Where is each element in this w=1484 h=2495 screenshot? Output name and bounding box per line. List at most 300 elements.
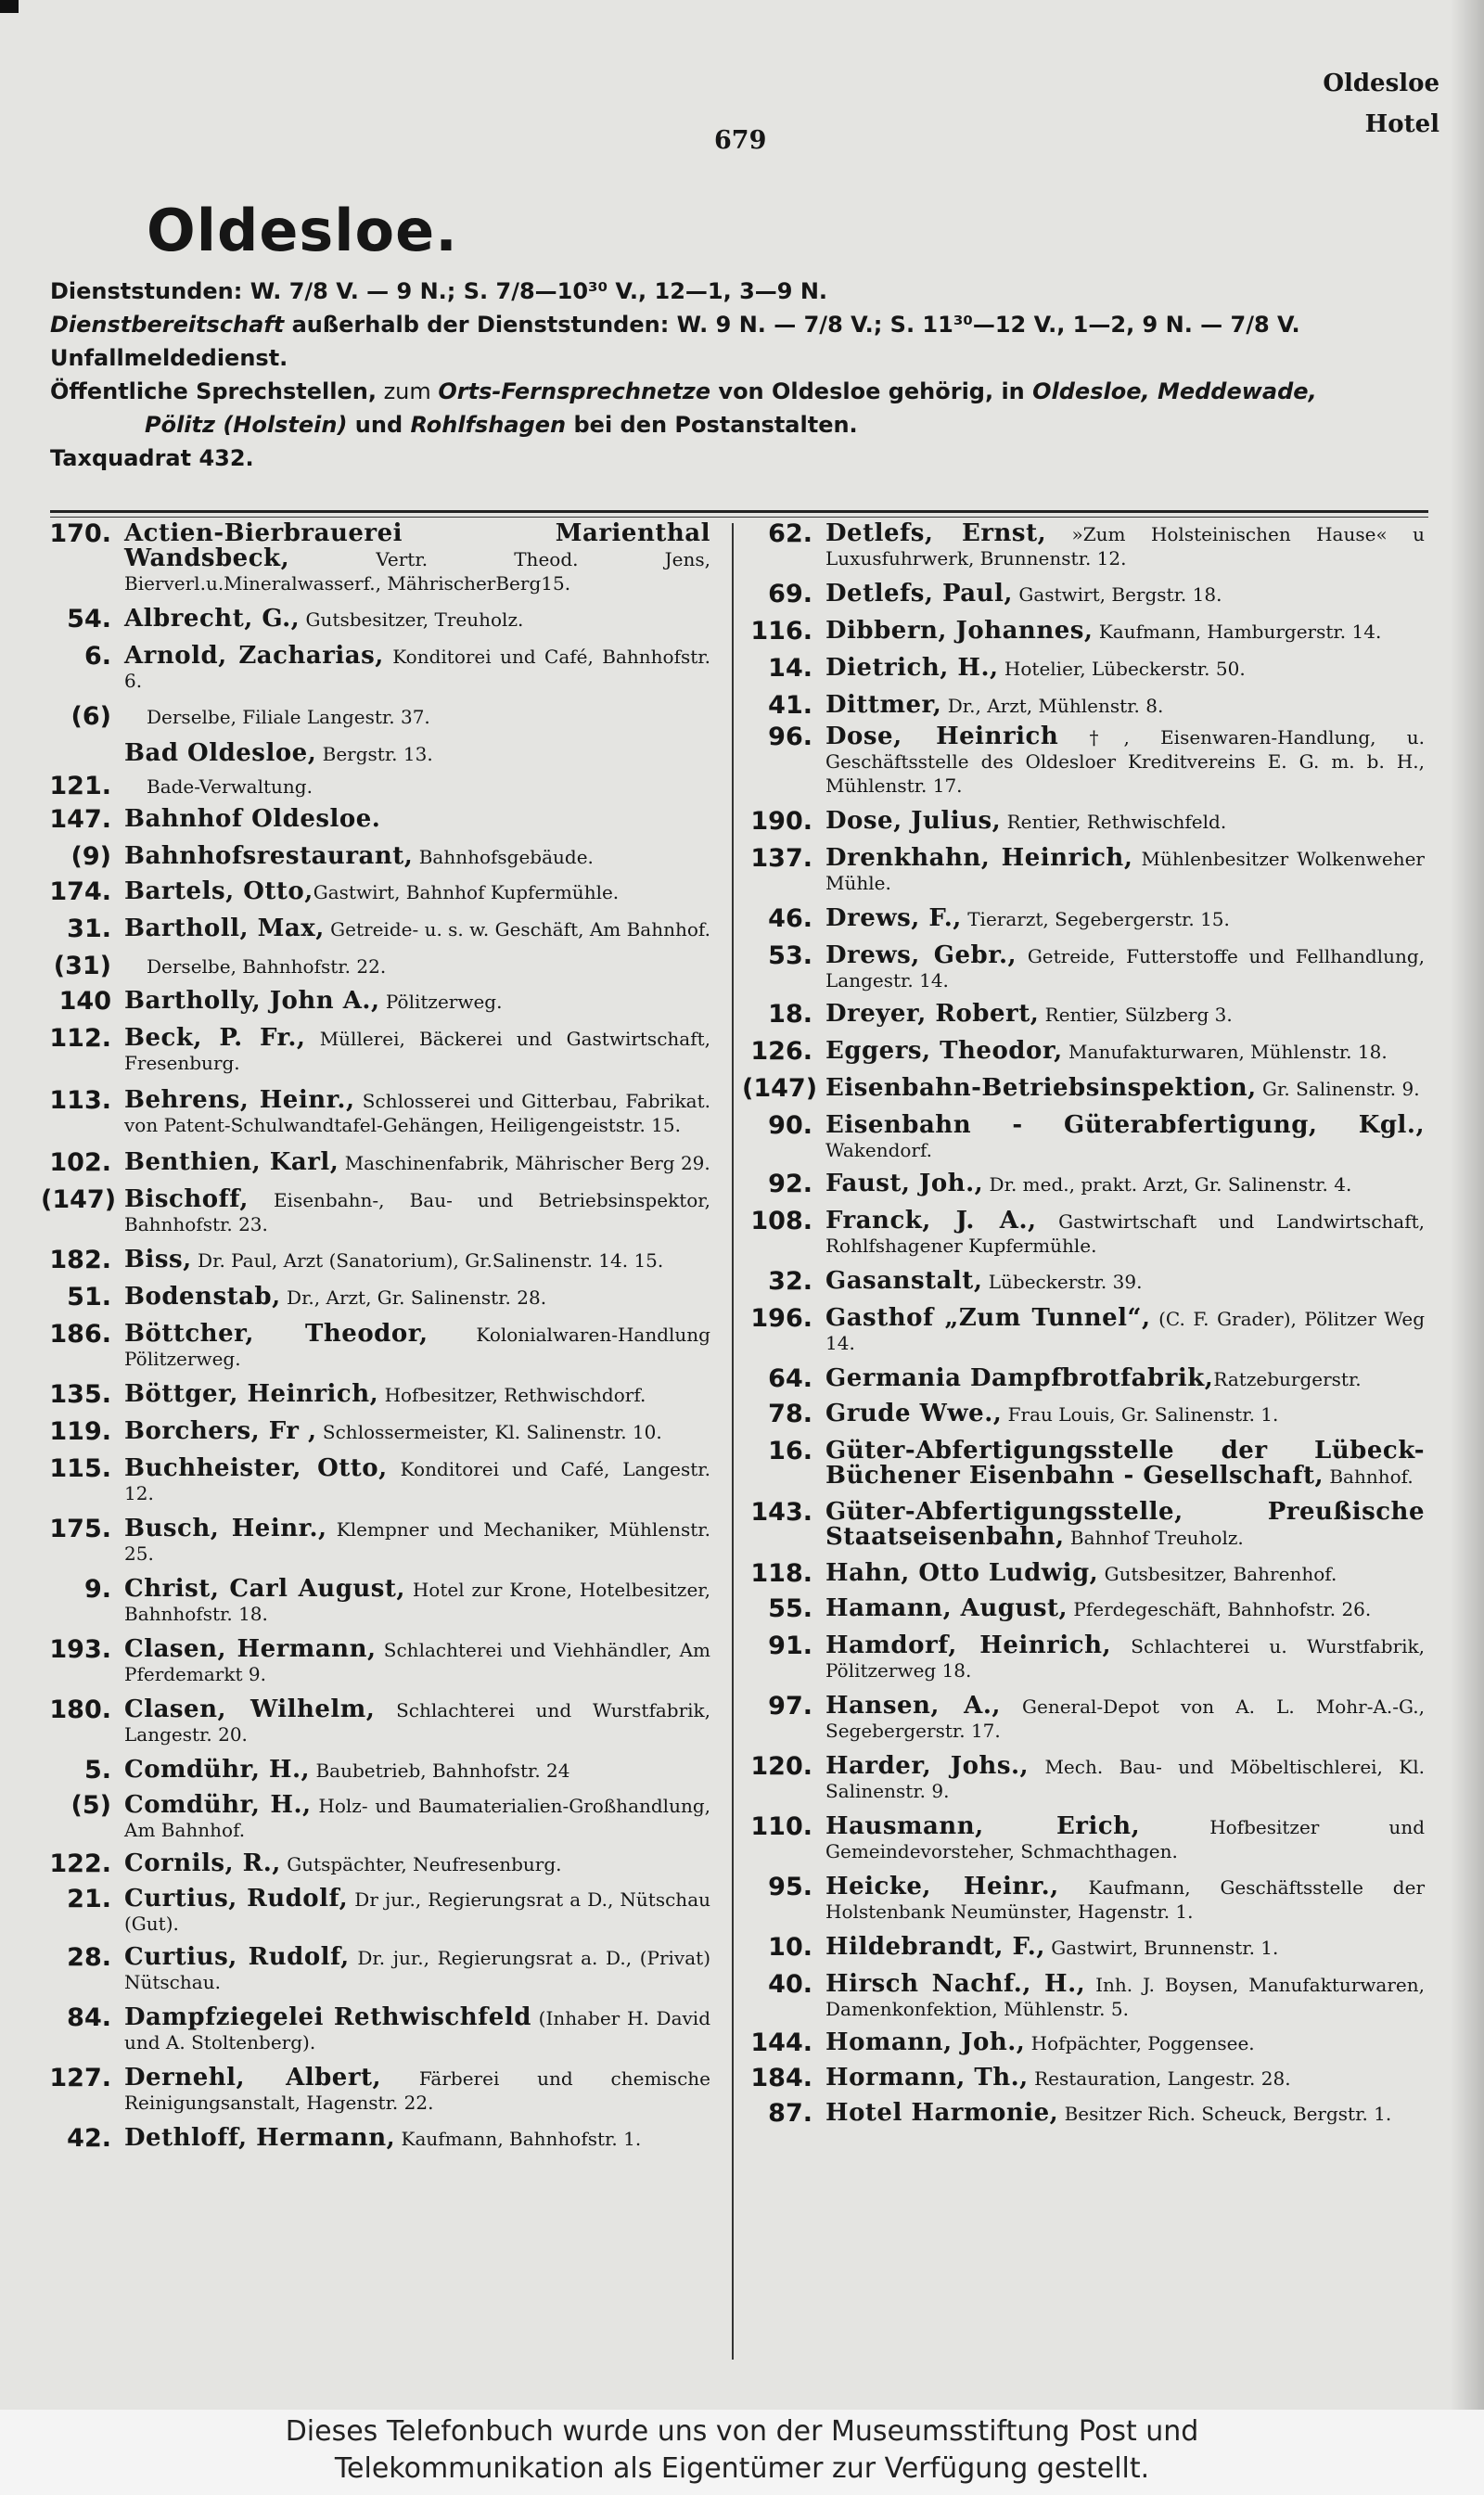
directory-entry	[742, 809, 1425, 835]
subscriber-name: Eisenbahn-Betriebsinspektion,	[825, 1074, 1257, 1102]
subscriber-name: Detlefs, Ernst,	[825, 519, 1047, 547]
standby-text: außerhalb der Dienststunden: W. 9 N. — 7/8 V.; S. 11³⁰—12 V., 1—2, 9 N. — 7/8 V.	[284, 312, 1300, 338]
service-hours-text: : W. 7/8 V. — 9 N.; S. 7/8—10³⁰ V., 12—1, 3—9 N.	[233, 278, 828, 304]
phone-number: 92.	[768, 1170, 812, 1198]
subscriber-details: Derselbe, Bahnhofstr. 22.	[147, 955, 387, 978]
entry-text	[124, 1088, 710, 1137]
directory-entry	[742, 1874, 1425, 1924]
subscriber-details: Baubetrieb, Bahnhofstr. 24	[310, 1759, 570, 1782]
phone-number: 143.	[750, 1498, 812, 1527]
directory-entry	[742, 656, 1425, 682]
subscriber-name: Drenkhahn, Heinrich,	[825, 844, 1133, 872]
subscriber-name: Hahn, Otto Ludwig,	[825, 1559, 1099, 1587]
phone-number: 180.	[49, 1695, 111, 1724]
directory-entry	[41, 1887, 710, 1936]
directory-entry	[41, 644, 710, 693]
subscriber-name: Curtius, Rudolf,	[124, 1943, 350, 1971]
subscriber-details: Mühlenbesitzer Wolkenweher Mühle.	[825, 848, 1425, 894]
phone-number: (6)	[70, 702, 111, 731]
subscriber-details: Schlosserei und Gitterbau, Fabrikat. von Patent-Schulwandtafel-Gehängen, Heiligengeiststr. 15.	[124, 1090, 711, 1136]
public-stations-label: Öffentliche Sprechstellen,	[50, 378, 377, 404]
entry-text	[825, 1076, 1425, 1102]
standby-hours	[50, 308, 1441, 341]
subscriber-name: Hormann, Th.,	[825, 2064, 1029, 2092]
footer-line-1: Dieses Telefonbuch wurde uns von der Museumsstiftung Post und	[285, 2415, 1199, 2448]
subscriber-details: Schlachterei und Wurstfabrik, Langestr. 20.	[124, 1699, 710, 1746]
entry-text	[825, 1269, 1425, 1295]
directory-entry	[742, 1500, 1425, 1550]
directory-entry	[41, 741, 710, 766]
subscriber-name: Dernehl, Albert,	[124, 2064, 382, 2092]
subscriber-name: Arnold, Zacharias,	[124, 642, 384, 670]
public-stations-t1: zum	[376, 378, 439, 404]
subscriber-name: Grude Wwe.,	[825, 1400, 1003, 1427]
phone-number: 40.	[768, 1970, 812, 1999]
subscriber-name: Bartels, Otto,	[124, 877, 313, 905]
public-stations-i3: Pölitz (Holstein)	[145, 412, 348, 438]
entry-text	[825, 619, 1425, 645]
entry-text	[825, 1401, 1425, 1427]
entry-text	[124, 1577, 710, 1626]
subscriber-name: Bartholly, John A.,	[124, 987, 380, 1015]
entry-text	[825, 2101, 1425, 2127]
directory-entry	[41, 607, 710, 633]
subscriber-details: Dr jur., Regierungsrat a D., Nütschau (Gut).	[124, 1888, 710, 1935]
subscriber-name: Dietrich, H.,	[825, 654, 999, 682]
subscriber-details: Bergstr. 13.	[316, 743, 433, 765]
directory-entry	[742, 1076, 1425, 1102]
entry-text	[825, 1002, 1425, 1028]
directory-entry	[742, 1039, 1425, 1065]
subscriber-details: Maschinenfabrik, Mährischer Berg 29.	[339, 1152, 710, 1174]
subscriber-name: Bartholl, Max,	[124, 915, 325, 942]
entry-text	[124, 607, 710, 633]
phone-number: 64.	[768, 1364, 812, 1393]
subscriber-name: Heicke, Heinr.,	[825, 1873, 1059, 1900]
subscriber-details: Gutsbesitzer, Bahrenhof.	[1098, 1563, 1337, 1585]
subscriber-details: Gutspächter, Neufresenburg.	[280, 1853, 562, 1875]
entry-text	[825, 1694, 1425, 1743]
subscriber-details: Gastwirt, Brunnenstr. 1.	[1044, 1937, 1279, 1959]
phone-number: (9)	[70, 842, 111, 871]
directory-entry	[742, 906, 1425, 932]
subscriber-details: Kaufmann, Geschäftsstelle der Holstenbank Neumünster, Hagenstr. 1.	[825, 1876, 1425, 1923]
phone-number: 118.	[750, 1559, 812, 1588]
phone-number: 16.	[768, 1437, 812, 1465]
phone-number: 28.	[67, 1943, 111, 1972]
entry-text	[124, 844, 710, 870]
entry-text	[124, 879, 710, 905]
phone-number: (31)	[53, 952, 111, 980]
subscriber-details: Eisenbahn-, Bau- und Betriebsinspektor, Bahnhofstr. 23.	[124, 1189, 710, 1235]
public-stations-i4: Rohlfshagen	[410, 412, 567, 438]
directory-entry	[41, 1516, 710, 1566]
entry-text	[124, 1456, 710, 1505]
entry-text	[124, 953, 710, 979]
entry-text	[825, 1814, 1425, 1863]
subscriber-details: Schlachterei u. Wurstfabrik, Pölitzerweg 18.	[825, 1635, 1425, 1682]
standby-label: Dienstbereitschaft	[50, 312, 285, 338]
entry-text	[124, 1026, 710, 1075]
page-title: Oldesloe.	[147, 197, 458, 264]
entry-text	[825, 1500, 1425, 1550]
phone-number: 186.	[49, 1320, 111, 1349]
entry-text	[825, 1874, 1425, 1924]
directory-entry	[742, 1694, 1425, 1743]
subscriber-name: Dethloff, Hermann,	[124, 2124, 396, 2152]
phone-number: 113.	[49, 1086, 111, 1115]
directory-entry	[742, 619, 1425, 645]
subscriber-name: Behrens, Heinr.,	[124, 1086, 355, 1114]
directory-entry	[742, 2030, 1425, 2056]
phone-number: 55.	[768, 1594, 812, 1623]
directory-entry	[742, 1754, 1425, 1803]
phone-number: (147)	[41, 1185, 117, 1214]
entry-text	[124, 774, 710, 800]
phone-number: 175.	[49, 1515, 111, 1543]
directory-entry	[41, 1758, 710, 1784]
subscriber-details: Restauration, Langestr. 28.	[1028, 2067, 1291, 2090]
entry-text	[825, 582, 1425, 608]
entry-text	[825, 521, 1425, 570]
phone-number: 115.	[49, 1454, 111, 1483]
right-column	[742, 521, 1425, 2127]
subscriber-name: Gasthof „Zum Tunnel“,	[825, 1304, 1151, 1332]
directory-entry	[742, 1814, 1425, 1863]
entry-text	[124, 1248, 710, 1273]
entry-text	[124, 1382, 710, 1408]
entry-text	[825, 2066, 1425, 2092]
subscriber-details: Dr. jur., Regierungsrat a. D., (Privat) Nütschau.	[124, 1947, 710, 1993]
subscriber-name: Dose, Julius,	[825, 807, 1002, 835]
directory-entry	[41, 916, 710, 942]
phone-number: 108.	[750, 1207, 812, 1235]
entry-text	[825, 1633, 1425, 1683]
footer-notice	[0, 2410, 1484, 2495]
entry-text	[124, 1697, 710, 1746]
subscriber-name: Hamann, August,	[825, 1594, 1068, 1622]
directory-entry	[41, 807, 710, 833]
entry-text	[124, 1887, 710, 1936]
subscriber-details: Schlossermeister, Kl. Salinenstr. 10.	[316, 1421, 662, 1443]
subscriber-name: Dose, Heinrich	[825, 723, 1059, 750]
subscriber-name: Biss,	[124, 1246, 192, 1273]
phone-number: 18.	[768, 1000, 812, 1029]
entry-text	[124, 2005, 710, 2054]
subscriber-details: Dr. Paul, Arzt (Sanatorium), Gr.Salinenstr. 14. 15.	[191, 1249, 664, 1272]
subscriber-name: Bahnhof Oldesloe.	[124, 805, 381, 833]
subscriber-details: Klempner und Mechaniker, Mühlenstr. 25.	[124, 1518, 710, 1565]
subscriber-details: Hotel zur Krone, Hotelbesitzer, Bahnhofstr. 18.	[124, 1579, 710, 1625]
directory-entry	[41, 1150, 710, 1176]
subscriber-details: Bade-Verwaltung.	[147, 775, 313, 798]
subscriber-name: Dampfziegelei Rethwischfeld	[124, 2003, 531, 2031]
entry-text	[124, 1419, 710, 1445]
subscriber-details: Getreide- u. s. w. Geschäft, Am Bahnhof.	[324, 918, 710, 940]
directory-entry	[742, 1171, 1425, 1197]
subscriber-name: Clasen, Hermann,	[124, 1635, 377, 1663]
phone-number: 5.	[83, 1756, 111, 1785]
running-head-place: Oldesloe	[1323, 70, 1439, 97]
public-stations-i1: Orts-Fernsprechnetze	[438, 378, 711, 404]
service-hours-label: Dienststunden	[50, 278, 234, 304]
directory-entry	[742, 2066, 1425, 2092]
entry-text	[124, 2126, 710, 2152]
subscriber-details: Kolonialwaren-Handlung Pölitzerweg.	[124, 1324, 710, 1370]
directory-entry	[41, 1945, 710, 1994]
subscriber-name: Comdühr, H.,	[124, 1791, 312, 1819]
subscriber-name: Hildebrandt, F.,	[825, 1933, 1045, 1961]
directory-entry	[41, 1322, 710, 1371]
entry-text	[825, 1935, 1425, 1961]
directory-entry	[41, 1382, 710, 1408]
subscriber-name: Bad Oldesloe,	[124, 739, 317, 767]
subscriber-details: Manufakturwaren, Mühlenstr. 18.	[1062, 1041, 1388, 1063]
phone-number: 135.	[49, 1380, 111, 1409]
directory-entry	[742, 521, 1425, 570]
phone-number: 140	[58, 987, 111, 1016]
phone-number: 119.	[49, 1417, 111, 1446]
phone-number: (147)	[742, 1074, 818, 1103]
phone-number: 54.	[67, 605, 111, 633]
directory-entry	[742, 724, 1425, 798]
subscriber-name: Hausmann, Erich,	[825, 1812, 1141, 1840]
subscriber-details: (C. F. Grader), Pölitzer Weg 14.	[825, 1308, 1425, 1354]
subscriber-details: Lübeckerstr. 39.	[982, 1271, 1143, 1293]
directory-entry	[742, 846, 1425, 895]
phone-number: 84.	[67, 2003, 111, 2032]
subscriber-name: Busch, Heinr.,	[124, 1515, 327, 1542]
phone-number: 90.	[768, 1111, 812, 1140]
entry-text	[124, 521, 710, 595]
phone-number: 51.	[67, 1283, 111, 1311]
subscriber-name: Harder, Johs.,	[825, 1752, 1030, 1780]
subscriber-name: Bahnhofsrestaurant,	[124, 842, 414, 870]
subscriber-details: Konditorei und Café, Bahnhofstr. 6.	[124, 646, 711, 692]
header-rule-thin	[50, 517, 1428, 518]
subscriber-name: Drews, Gebr.,	[825, 941, 1017, 969]
subscriber-name: Eisenbahn - Güterabfertigung, Kgl.,	[825, 1111, 1425, 1139]
phone-number: 32.	[768, 1267, 812, 1296]
entry-text	[124, 1851, 710, 1877]
subscriber-details: Gastwirtschaft und Landwirtschaft, Rohlfshagener Kupfermühle.	[825, 1210, 1425, 1257]
subscriber-name: Benthien, Karl,	[124, 1148, 339, 1176]
entry-text	[124, 989, 710, 1015]
subscriber-details: Bahnhofsgebäude.	[413, 846, 594, 868]
phone-number: 62.	[768, 519, 812, 548]
directory-entry	[41, 704, 710, 730]
entry-text	[825, 1113, 1425, 1162]
entry-text	[825, 656, 1425, 682]
subscriber-name: Hamdorf, Heinrich,	[825, 1631, 1112, 1659]
subscriber-name: Comdühr, H.,	[124, 1756, 311, 1784]
subscriber-details: †, Eisenwaren-Handlung, u. Geschäftsstelle des Oldesloer Kreditvereins E. G. m. b. H., Mühlenstr. 17.	[825, 726, 1425, 797]
subscriber-details: Inh. J. Boysen, Manufakturwaren, Damenkonfektion, Mühlenstr. 5.	[825, 1974, 1425, 2020]
entry-text	[124, 1285, 710, 1311]
directory-entry	[41, 2126, 710, 2152]
subscriber-name: Bodenstab,	[124, 1283, 281, 1311]
header-rule	[50, 510, 1428, 513]
entry-text	[825, 693, 1425, 719]
phone-number: 41.	[768, 691, 812, 720]
subscriber-details: »Zum Holsteinischen Hause« u Luxusfuhrwerk, Brunnenstr. 12.	[825, 523, 1425, 569]
directory-entry	[41, 521, 710, 595]
entry-text	[825, 943, 1425, 992]
directory-entry	[742, 1269, 1425, 1295]
directory-entry	[742, 1113, 1425, 1162]
subscriber-details: Kaufmann, Hamburgerstr. 14.	[1093, 621, 1382, 643]
entry-text	[124, 704, 710, 730]
directory-entry	[41, 989, 710, 1015]
directory-entry	[742, 582, 1425, 608]
service-info	[50, 275, 1441, 475]
entry-text	[124, 1516, 710, 1566]
column-divider	[732, 523, 734, 2360]
subscriber-details: Wakendorf.	[825, 1139, 933, 1161]
directory-entry	[742, 943, 1425, 992]
subscriber-name: Clasen, Wilhelm,	[124, 1695, 376, 1723]
phone-number: (5)	[70, 1791, 111, 1820]
subscriber-name: Dittmer,	[825, 691, 942, 719]
directory-entry	[41, 1793, 710, 1842]
subscriber-details: Besitzer Rich. Scheuck, Bergstr. 1.	[1058, 2103, 1392, 2125]
subscriber-details: Derselbe, Filiale Langestr. 37.	[147, 706, 430, 728]
subscriber-name: Hirsch Nachf., H.,	[825, 1970, 1086, 1998]
directory-entry	[41, 1419, 710, 1445]
directory-entry	[41, 774, 710, 800]
phone-number: 6.	[83, 642, 111, 671]
accident-service: Unfallmeldedienst.	[50, 345, 288, 371]
subscriber-details: Bahnhof.	[1324, 1465, 1414, 1488]
subscriber-details: Kaufmann, Bahnhofstr. 1.	[395, 2128, 642, 2150]
entry-text	[825, 1171, 1425, 1197]
phone-number: 78.	[768, 1400, 812, 1428]
directory-entry	[742, 1972, 1425, 2021]
subscriber-name: Actien-Bierbrauerei Marienthal Wandsbeck,	[124, 519, 710, 572]
subscriber-details: Gastwirt, Bahnhof Kupfermühle.	[313, 881, 620, 903]
entry-text	[825, 2030, 1425, 2056]
subscriber-details: General-Depot von A. L. Mohr-A.-G., Segebergerstr. 17.	[825, 1695, 1426, 1742]
entry-text	[124, 1637, 710, 1686]
subscriber-name: Güter-Abfertigungsstelle, Preußische Staatseisenbahn,	[825, 1498, 1425, 1551]
directory-entry	[41, 844, 710, 870]
entry-text	[124, 741, 710, 766]
subscriber-name: Albrecht, G.,	[124, 605, 301, 633]
subscriber-details: Vertr. Theod. Jens, Bierverl.u.Mineralwasserf., MährischerBerg15.	[124, 548, 710, 595]
subscriber-details: Rentier, Sülzberg 3.	[1039, 1004, 1233, 1026]
entry-text	[124, 1758, 710, 1784]
phone-number: 14.	[768, 654, 812, 683]
phone-number: 144.	[750, 2028, 812, 2057]
subscriber-name: Detlefs, Paul,	[825, 580, 1013, 608]
directory-entry	[41, 1851, 710, 1877]
subscriber-details: Pferdegeschäft, Bahnhofstr. 26.	[1068, 1598, 1372, 1620]
phone-number: 10.	[768, 1933, 812, 1962]
subscriber-name: Böttcher, Theodor,	[124, 1320, 429, 1348]
phone-number: 87.	[768, 2099, 812, 2128]
phone-number: 9.	[83, 1575, 111, 1604]
running-head	[1323, 63, 1439, 145]
subscriber-details: Holz- und Baumaterialien-Großhandlung, Am Bahnhof.	[124, 1795, 710, 1841]
phone-number: 190.	[750, 807, 812, 836]
entry-text	[124, 644, 710, 693]
subscriber-name: Gasanstalt,	[825, 1267, 983, 1295]
entry-text	[825, 1972, 1425, 2021]
directory-entry	[41, 953, 710, 979]
subscriber-name: Eggers, Theodor,	[825, 1037, 1063, 1065]
entry-text	[124, 807, 710, 833]
directory-entry	[41, 1088, 710, 1137]
phone-number: 42.	[67, 2124, 111, 2153]
public-stations-t3: und	[347, 412, 411, 438]
subscriber-name: Dreyer, Robert,	[825, 1000, 1040, 1028]
phone-number: 170.	[49, 519, 111, 548]
phone-number: 110.	[750, 1812, 812, 1841]
phone-number: 137.	[750, 844, 812, 873]
subscriber-name: Cornils, R.,	[124, 1849, 281, 1877]
subscriber-name: Beck, P. Fr.,	[124, 1024, 306, 1052]
subscriber-details: Mech. Bau- und Möbeltischlerei, Kl. Salinenstr. 9.	[825, 1756, 1425, 1802]
subscriber-details: Gastwirt, Bergstr. 18.	[1012, 583, 1222, 606]
subscriber-name: Germania Dampfbrotfabrik,	[825, 1364, 1214, 1392]
subscriber-details: Hofpächter, Poggensee.	[1025, 2032, 1255, 2054]
subscriber-details: Hotelier, Lübeckerstr. 50.	[998, 658, 1246, 680]
entry-text	[825, 846, 1425, 895]
subscriber-name: Güter-Abfertigungsstelle der Lübeck-Büchener Eisenbahn - Gesellschaft,	[825, 1437, 1425, 1490]
public-stations-cont	[50, 408, 1441, 441]
phone-number: 120.	[750, 1752, 812, 1781]
subscriber-name: Dibbern, Johannes,	[825, 617, 1094, 645]
directory-entry	[742, 1401, 1425, 1427]
tax-square: Taxquadrat 432.	[50, 445, 254, 471]
directory-entry	[41, 1697, 710, 1746]
phone-number: 31.	[67, 915, 111, 943]
public-stations-t2: von Oldesloe gehörig, in	[710, 378, 1033, 404]
phone-number: 196.	[750, 1304, 812, 1333]
service-hours	[50, 275, 1441, 308]
phone-number: 182.	[49, 1246, 111, 1274]
phone-number	[41, 741, 124, 766]
directory-entry	[41, 879, 710, 905]
directory-entry	[742, 1209, 1425, 1258]
phone-number: 102.	[49, 1148, 111, 1177]
entry-text	[825, 1561, 1425, 1587]
phone-number: 53.	[768, 941, 812, 970]
entry-text	[124, 1187, 710, 1236]
directory-entry	[742, 693, 1425, 719]
entry-text	[825, 724, 1425, 798]
subscriber-details: Färberei und chemische Reinigungsanstalt, Hagenstr. 22.	[124, 2067, 710, 2114]
phone-number: 95.	[768, 1873, 812, 1901]
directory-entry	[742, 1935, 1425, 1961]
entry-text	[825, 1366, 1425, 1392]
subscriber-name: Borchers, Fr ,	[124, 1417, 317, 1445]
directory-entry	[41, 1026, 710, 1075]
subscriber-details: Rentier, Rethwischfeld.	[1001, 811, 1227, 833]
phone-number: 97.	[768, 1692, 812, 1721]
entry-text	[124, 1322, 710, 1371]
directory-entry	[41, 1637, 710, 1686]
subscriber-details: Pölitzerweg.	[379, 991, 503, 1013]
phone-number: 121.	[49, 772, 111, 800]
phone-number: 96.	[768, 723, 812, 751]
entry-text	[825, 1754, 1425, 1803]
directory-entry	[41, 1285, 710, 1311]
subscriber-name: Drews, F.,	[825, 904, 962, 932]
entry-text	[825, 1209, 1425, 1258]
directory-entry	[41, 1456, 710, 1505]
entry-text	[124, 1945, 710, 1994]
